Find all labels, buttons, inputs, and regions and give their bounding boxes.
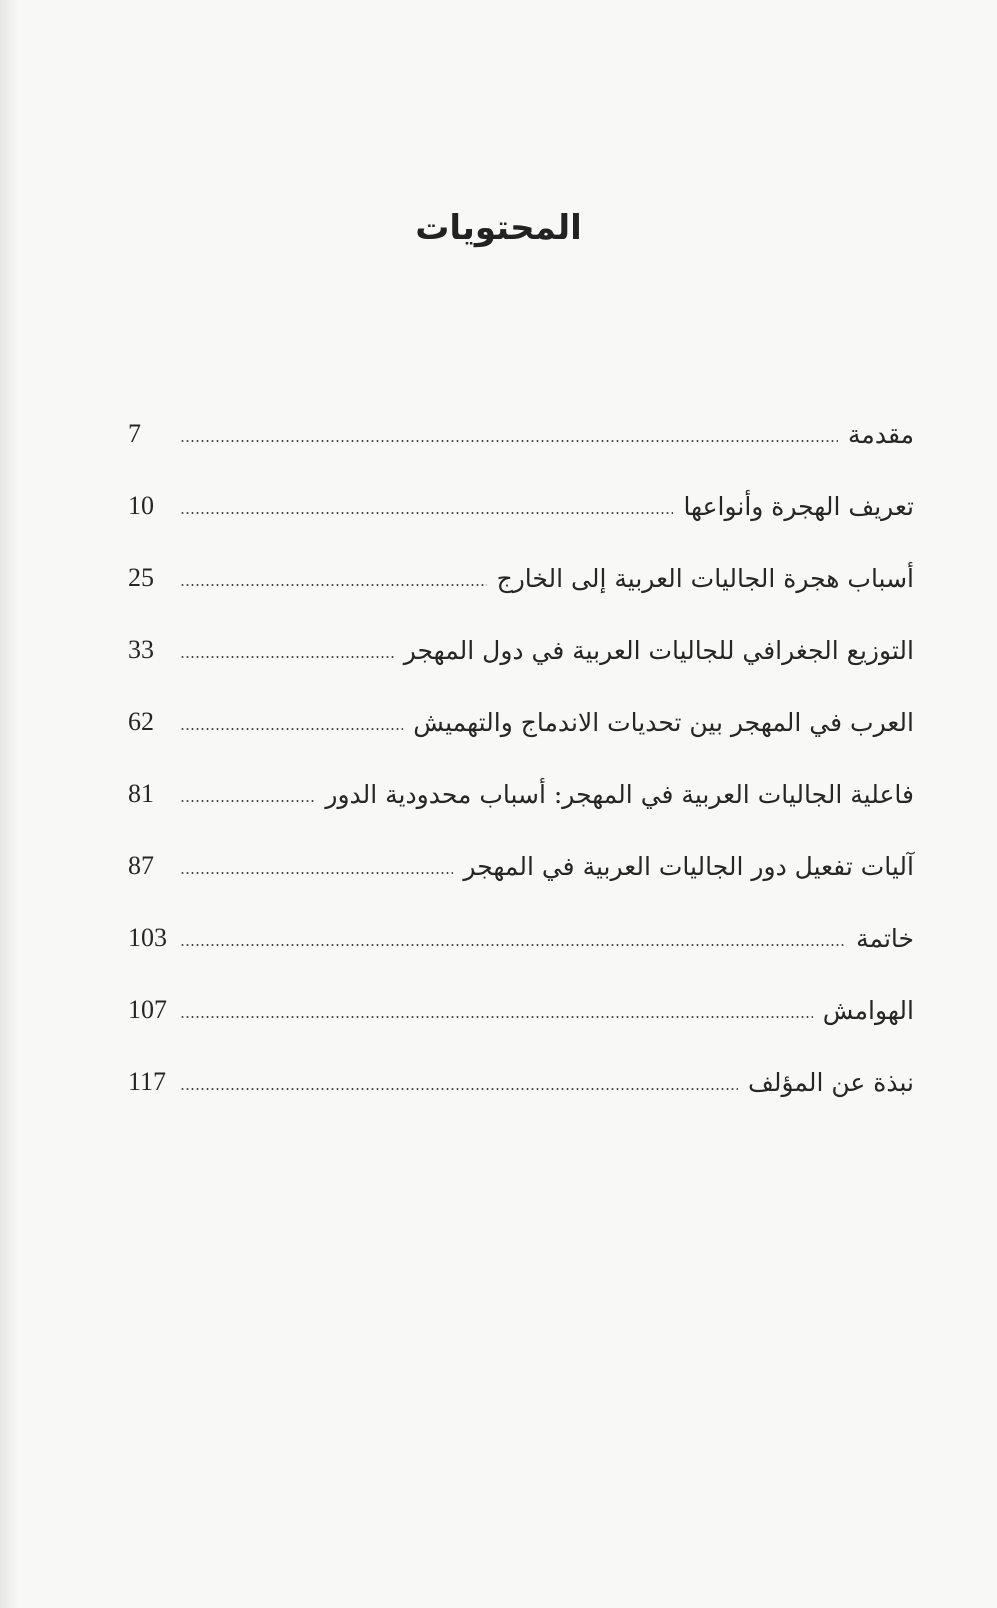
toc-entry-title: العرب في المهجر بين تحديات الاندماج والتهميش [413,707,914,737]
toc-leader-dots [180,800,315,802]
table-of-contents [128,398,914,1118]
toc-entry-page: 107 [128,995,167,1024]
toc-entry[interactable] [128,830,914,902]
toc-entry-page: 81 [128,779,154,808]
toc-leader-dots [180,1016,813,1018]
toc-entry[interactable] [128,542,914,614]
toc-entry-title: فاعلية الجاليات العربية في المهجر: أسباب محدودية الدور [325,779,914,809]
toc-entry-title: التوزيع الجغرافي للجاليات العربية في دول المهجر [403,635,914,665]
toc-entry-page: 7 [128,419,141,448]
page-title: المحتويات [415,208,582,248]
toc-entry[interactable] [128,974,914,1046]
toc-entry-page: 62 [128,707,154,736]
toc-entry[interactable] [128,758,914,830]
toc-entry-title: تعريف الهجرة وأنواعها [683,491,914,521]
toc-entry[interactable] [128,902,914,974]
toc-entry[interactable] [128,686,914,758]
toc-leader-dots [180,584,487,586]
toc-leader-dots [180,656,394,658]
toc-leader-dots [180,728,403,730]
toc-leader-dots [180,512,673,514]
toc-entry-title: آليات تفعيل دور الجاليات العربية في المهجر [463,851,914,881]
toc-entry-title: الهوامش [822,995,914,1025]
toc-entry-title: أسباب هجرة الجاليات العربية إلى الخارج [496,563,914,593]
toc-entry-title: خاتمة [856,923,914,953]
toc-leader-dots [180,440,838,442]
toc-entry[interactable] [128,470,914,542]
toc-entry-page: 25 [128,563,154,592]
toc-entry-title: نبذة عن المؤلف [748,1067,914,1097]
toc-entry-page: 33 [128,635,154,664]
toc-leader-dots [180,944,846,946]
toc-entry-page: 103 [128,923,167,952]
toc-entry-page: 117 [128,1067,167,1096]
toc-leader-dots [180,1088,738,1090]
toc-entry-page: 87 [128,851,154,880]
toc-entry[interactable] [128,398,914,470]
toc-entry[interactable] [128,1046,914,1118]
toc-entry[interactable] [128,614,914,686]
toc-entry-page: 10 [128,491,154,520]
toc-leader-dots [180,872,453,874]
toc-entry-title: مقدمة [848,419,914,449]
